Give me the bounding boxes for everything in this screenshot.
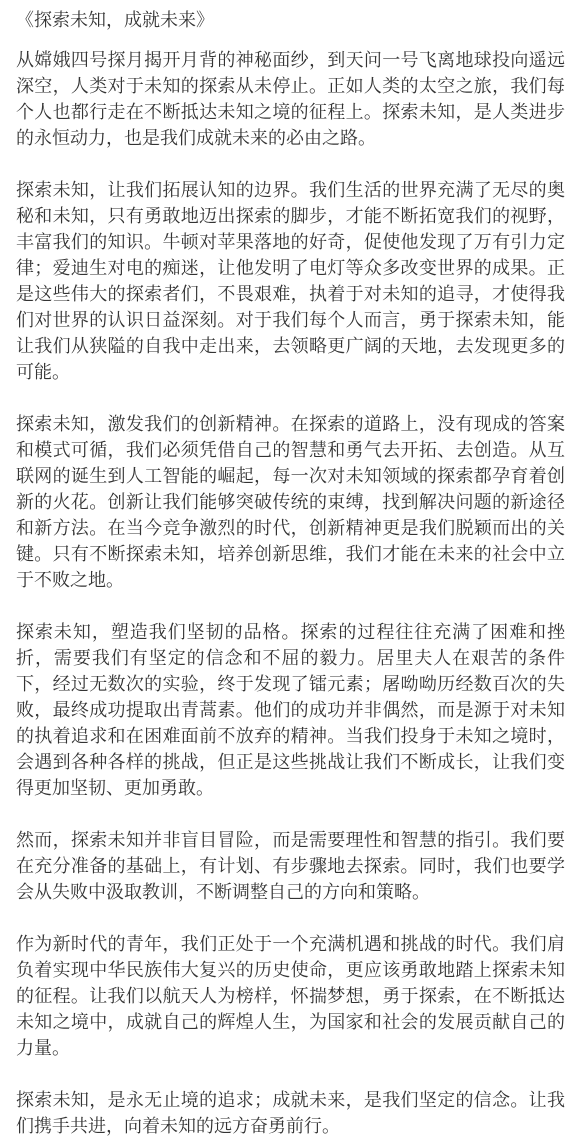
- article-title: 《探索未知，成就未来》: [16, 10, 214, 31]
- paragraph: 探索未知，激发我们的创新精神。在探索的道路上，没有现成的答案和模式可循，我们必须凭借自己的智慧和勇气去开拓、去创造。从互联网的诞生到人工智能的崛起，每一次对未知领域的探索都孕育着创新的火花。创新让我们能够突破传统的束缚，找到解决问题的新途径和新方法。在当今竞争激烈的时代，创新精神更是我们脱颖而出的关键。只有不断探索未知，培养创新思维，我们才能在未来的社会中立于不败之地。: [16, 414, 565, 591]
- paragraph: 作为新时代的青年，我们正处于一个充满机遇和挑战的时代。我们肩负着实现中华民族伟大复兴的历史使命，更应该勇敢地踏上探索未知的征程。让我们以航天人为榜样，怀揣梦想，勇于探索，在不断抵达未知之境中，成就自己的辉煌人生，为国家和社会的发展贡献自己的力量。: [16, 934, 565, 1059]
- paragraph: 探索未知，是永无止境的追求；成就未来，是我们坚定的信念。让我们携手共进，向着未知的远方奋勇前行。: [16, 1090, 565, 1137]
- paragraph: 然而，探索未知并非盲目冒险，而是需要理性和智慧的指引。我们要在充分准备的基础上，有计划、有步骤地去探索。同时，我们也要学会从失败中汲取教训，不断调整自己的方向和策略。: [16, 830, 565, 903]
- article: [16, 8, 565, 1140]
- paragraph: 探索未知，塑造我们坚韧的品格。探索的过程往往充满了困难和挫折，需要我们有坚定的信念和不屈的毅力。居里夫人在艰苦的条件下，经过无数次的实验，终于发现了镭元素；屠呦呦历经数百次的失败，最终成功提取出青蒿素。他们的成功并非偶然，而是源于对未知的执着追求和在困难面前不放弃的精神。当我们投身于未知之境时，会遇到各种各样的挑战，但正是这些挑战让我们不断成长，让我们变得更加坚韧、更加勇敢。: [16, 622, 565, 799]
- paragraph: 从嫦娥四号探月揭开月背的神秘面纱，到天问一号飞离地球投向遥远深空，人类对于未知的探索从未停止。正如人类的太空之旅，我们每个人也都行走在不断抵达未知之境的征程上。探索未知，是人类进步的永恒动力，也是我们成就未来的必由之路。: [16, 50, 565, 149]
- paragraph: 探索未知，让我们拓展认知的边界。我们生活的世界充满了无尽的奥秘和未知，只有勇敢地迈出探索的脚步，才能不断拓宽我们的视野，丰富我们的知识。牛顿对苹果落地的好奇，促使他发现了万有引力定律；爱迪生对电的痴迷，让他发明了电灯等众多改变世界的成果。正是这些伟大的探索者们，不畏艰难，执着于对未知的追寻，才使得我们对世界的认识日益深刻。对于我们每个人而言，勇于探索未知，能让我们从狭隘的自我中走出来，去领略更广阔的天地，去发现更多的可能。: [16, 180, 565, 383]
